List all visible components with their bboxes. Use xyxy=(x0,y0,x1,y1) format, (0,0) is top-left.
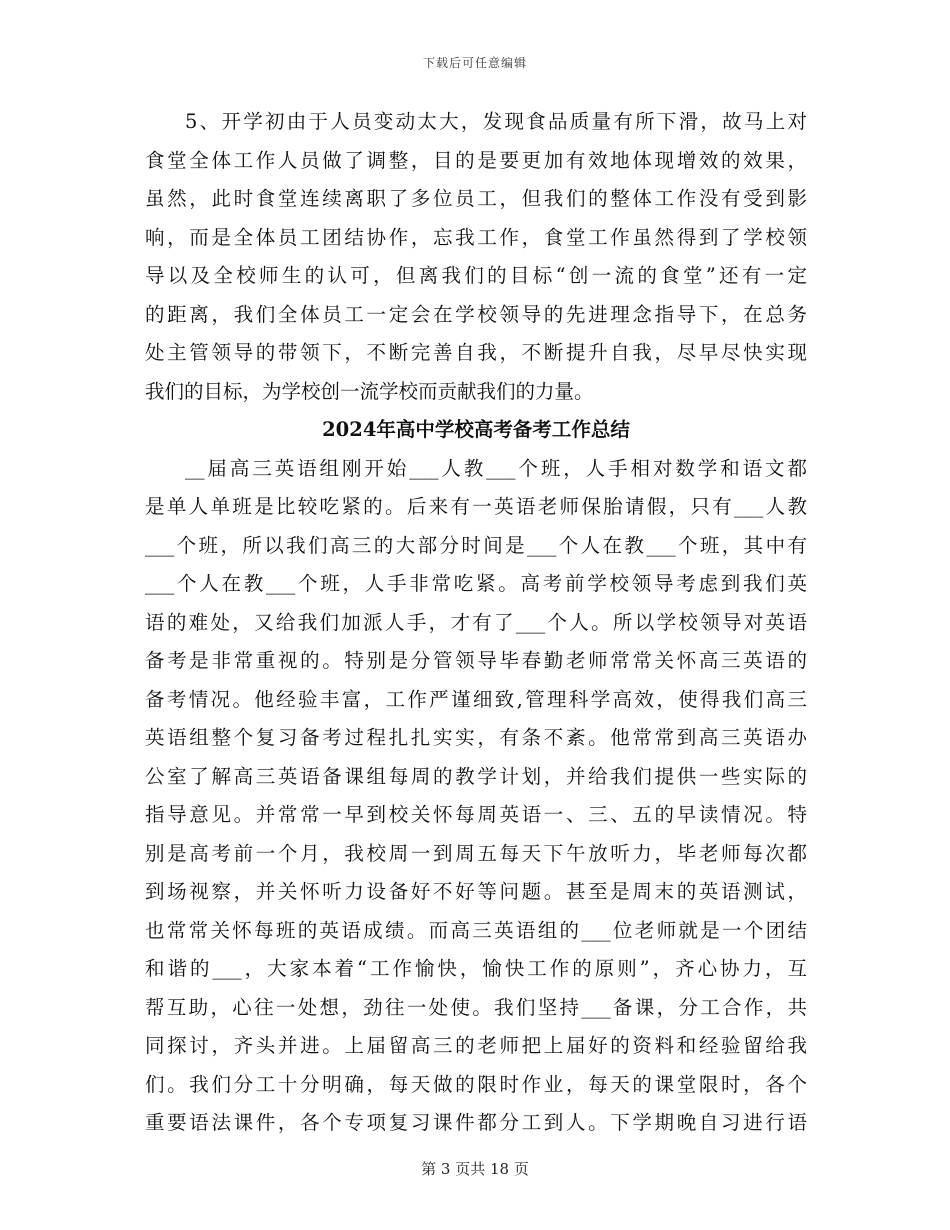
text-line: 备考是非常重视的。特别是分管领导毕春勤老师常常关怀高三英语的 xyxy=(145,649,807,672)
text-line: 们。我们分工十分明确，每天做的限时作业，每天的课堂限时，各个 xyxy=(145,1072,807,1096)
document-body xyxy=(145,103,807,1143)
text-line: 是单人单班是比较吃紧的。后来有一英语老师保胎请假，只有___人教 xyxy=(145,495,807,518)
text-line: ___个人在教___个班，人手非常吃紧。高考前学校领导考虑到我们英 xyxy=(145,572,807,595)
text-line: 响，而是全体员工团结协作，忘我工作，食堂工作虽然得到了学校领 xyxy=(145,225,807,249)
page-number: 第 3 页共 18 页 xyxy=(421,1160,529,1178)
text-line: ___个班，所以我们高三的大部分时间是___个人在教___个班，其中有 xyxy=(145,533,807,557)
text-line: 和谐的___，大家本着“工作愉快，愉快工作的原则”，齐心协力，互 xyxy=(145,957,807,980)
text-line: 食堂全体工作人员做了调整，目的是要更加有效地体现增效的效果， xyxy=(145,148,807,172)
text-line: 备考情况。他经验丰富，工作严谨细致,管理科学高效，使得我们高三 xyxy=(145,687,807,711)
text-line: 帮互助，心往一处想，劲往一处使。我们坚持___备课，分工合作，共 xyxy=(145,995,807,1019)
text-line: 语的难处，又给我们加派人手，才有了___个人。所以学校领导对英语 xyxy=(145,610,807,634)
section-title: 2024年高中学校高考备考工作总结 xyxy=(322,418,630,441)
text-line: 我们的目标，为学校创一流学校而贡献我们的力量。 xyxy=(145,379,594,403)
text-line: 到场视察，并关怀听力设备好不好等问题。甚至是周末的英语测试， xyxy=(145,880,807,903)
text-line: 的距离，我们全体员工一定会在学校领导的先进理念指导下，在总务 xyxy=(145,302,807,326)
text-line: 别是高考前一个月，我校周一到周五每天下午放听力，毕老师每次都 xyxy=(145,841,807,865)
page-header-note: 下载后可任意编辑 xyxy=(422,56,527,70)
text-line: 公室了解高三英语备课组每周的教学计划，并给我们提供一些实际的 xyxy=(145,764,807,788)
paragraph-canteen xyxy=(145,103,807,411)
text-line: 处主管领导的带领下，不断完善自我，不断提升自我，尽早尽快实现 xyxy=(145,341,807,364)
text-line: 也常常关怀每班的英语成绩。而高三英语组的___位老师就是一个团结 xyxy=(145,918,807,942)
text-line: 指导意见。并常常一早到校关怀每周英语一、三、五的早读情况。特 xyxy=(145,803,807,826)
paragraph-summary xyxy=(145,450,807,1143)
text-line: 同探讨，齐头并进。上届留高三的老师把上届好的资料和经验留给我 xyxy=(145,1034,807,1057)
text-line: __届高三英语组刚开始___人教___个班，人手相对数学和语文都 xyxy=(185,456,807,480)
text-line: 英语组整个复习备考过程扎扎实实，有条不紊。他常常到高三英语办 xyxy=(145,726,807,749)
text-line: 导以及全校师生的认可，但离我们的目标“创一流的食堂”还有一定 xyxy=(145,264,807,287)
text-line: 5、开学初由于人员变动太大，发现食品质量有所下滑，故马上对 xyxy=(185,110,807,133)
text-line: 重要语法课件，各个专项复习课件都分工到人。下学期晚自习进行语 xyxy=(145,1111,807,1134)
text-line: 虽然，此时食堂连续离职了多位员工，但我们的整体工作没有受到影 xyxy=(145,187,807,210)
